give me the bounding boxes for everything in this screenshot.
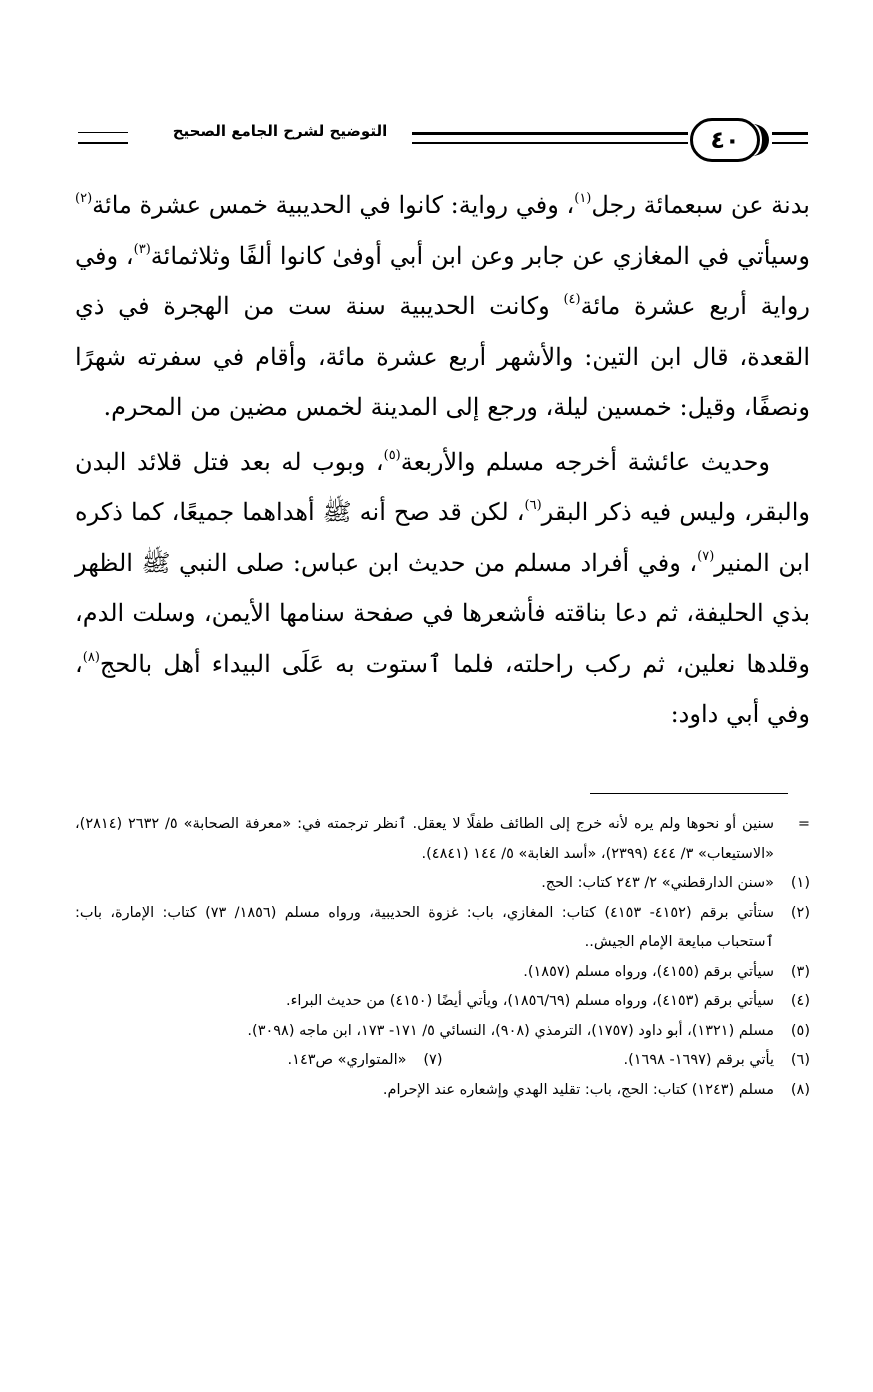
footnote-ref-4[interactable]: (٤): [563, 292, 581, 307]
footnote-text: يأتي برقم (١٦٩٧- ١٦٩٨).: [623, 1052, 774, 1068]
footnote-text: ستأتي برقم (٤١٥٢- ٤١٥٣) كتاب: المغازي، باب: غزوة الحديبية، ورواه مسلم (١٨٥٦/ ٧٣) كتاب: الإمارة، باب: ٱستحباب مبايعة الإمام الجيش..: [75, 904, 775, 950]
footnote-ref-2[interactable]: (٢): [75, 191, 93, 206]
footnote-ref-7[interactable]: (٧): [697, 548, 715, 564]
footnote-text: «المتواري» ص١٤٣.: [287, 1052, 407, 1068]
footnote-number: (٧): [423, 1052, 443, 1068]
footnote-ref-8[interactable]: (٨): [82, 649, 100, 665]
text-run: ، وفي رواية أربع عشرة مائة: [75, 241, 810, 320]
footnote-text: سنين أو نحوها ولم يره لأنه خرج إلى الطائف طفلًا لا يعقل. ٱنظر ترجمته في: «معرفة الصحابة» ٥/ ٢٦٣٢ (٢٨١٤)، «الاستيعاب» ٣/ ٤٤٤ (٢٣٩٩)، «أسد الغابة» ٥/ ١٤٤ (٤٨٤١).: [75, 816, 774, 862]
footnote-number: (٨): [790, 1081, 810, 1098]
footnotes: [75, 810, 810, 1105]
footnote-ref-1[interactable]: (١): [574, 191, 592, 206]
footnote-number: (٥): [790, 1022, 810, 1039]
footnote-row-6-7: [75, 1046, 810, 1076]
footnote-text: سيأتي برقم (٤١٥٣)، ورواه مسلم (١٨٥٦/٦٩)، ويأتي أيضًا (٤١٥٠) من حديث البراء.: [286, 993, 774, 1009]
footnote-number: (٣): [790, 963, 810, 980]
footnote-divider: [590, 793, 788, 794]
text-run: وكانت الحديبية سنة ست من الهجرة في ذي القعدة، قال ابن التين: والأشهر أربع عشرة مائة، وأقام في سفرته شهرًا ونصفًا، وقيل: خمسين ليلة، ورجع إلى المدينة لخمس مضين من المحرم.: [75, 292, 810, 421]
footnote-2: [75, 899, 810, 958]
footnote-marker: =: [797, 816, 810, 832]
footnote-text: مسلم (١٣٢١)، أبو داود (١٧٥٧)، الترمذي (٩٠٨)، النسائي ٥/ ١٧١- ١٧٣، ابن ماجه (٣٠٩٨).: [247, 1022, 774, 1039]
footnote-number: (٦): [790, 1052, 810, 1068]
footnote-4: [75, 987, 810, 1017]
text-run: ، وفي أفراد مسلم من حديث ابن عباس: صلى النبي ﷺ الظهر بذي الحليفة، ثم دعا بناقته فأشعرها في صفحة سنامها الأيمن، وسلت الدم، وقلدها نعلين، ثم ركب راحلته، فلما ٱستوت به عَلَى البيداء أهل بالحج: [75, 548, 810, 678]
text-run: وحديث عائشة أخرجه مسلم والأربعة: [400, 447, 770, 476]
text-run: بدنة عن سبعمائة رجل: [591, 191, 810, 219]
footnote-1: [75, 869, 810, 899]
paragraph-2: [75, 437, 810, 740]
text-run: ، لكن قد صح أنه ﷺ أهداهما جميعًا، كما ذكره ابن المنير: [75, 498, 811, 577]
footnote-number: (٤): [790, 993, 810, 1009]
main-text: [75, 180, 810, 740]
footnote-7: [75, 1046, 443, 1076]
footnote-6: [443, 1046, 811, 1076]
header-rule-right: [772, 132, 808, 144]
footnote-5: [75, 1017, 810, 1047]
book-title: التوضيح لشرح الجامع الصحيح: [172, 122, 388, 140]
text-run: ، وفي أبي داود:: [75, 649, 810, 728]
footnote-text: سيأتي برقم (٤١٥٥)، ورواه مسلم (١٨٥٧).: [523, 963, 774, 980]
footnote-text: «سنن الدارقطني» ٢/ ٢٤٣ كتاب: الحج.: [541, 875, 774, 891]
footnote-number: (١): [790, 875, 810, 891]
page-number-badge: [690, 118, 760, 162]
page-header: [0, 118, 873, 176]
footnote-ref-5[interactable]: (٥): [383, 447, 401, 463]
footnote-ref-6[interactable]: (٦): [524, 498, 542, 513]
text-run: ، وفي رواية: كانوا في الحديبية خمس عشرة مائة: [92, 191, 575, 219]
header-rule-middle: [412, 132, 688, 144]
text-run: ، وبوب له بعد فتل قلائد البدن والبقر، وليس فيه ذكر البقر: [75, 447, 810, 526]
footnote-3: [75, 958, 810, 988]
header-rule-left: [78, 132, 128, 144]
footnote-ref-3[interactable]: (٣): [133, 241, 151, 257]
footnote-text: مسلم (١٢٤٣) كتاب: الحج، باب: تقليد الهدي وإشعاره عند الإحرام.: [382, 1081, 774, 1098]
paragraph-1: [75, 180, 810, 433]
page-number: ٤٠: [710, 126, 740, 154]
footnote-8: [75, 1076, 810, 1106]
text-run: وسيأتي في المغازي عن جابر وعن ابن أبي أوفىٰ كانوا ألفًا وثلاثمائة: [150, 241, 810, 270]
footnote-number: (٢): [790, 904, 810, 921]
footnote-continuation: [75, 810, 810, 869]
